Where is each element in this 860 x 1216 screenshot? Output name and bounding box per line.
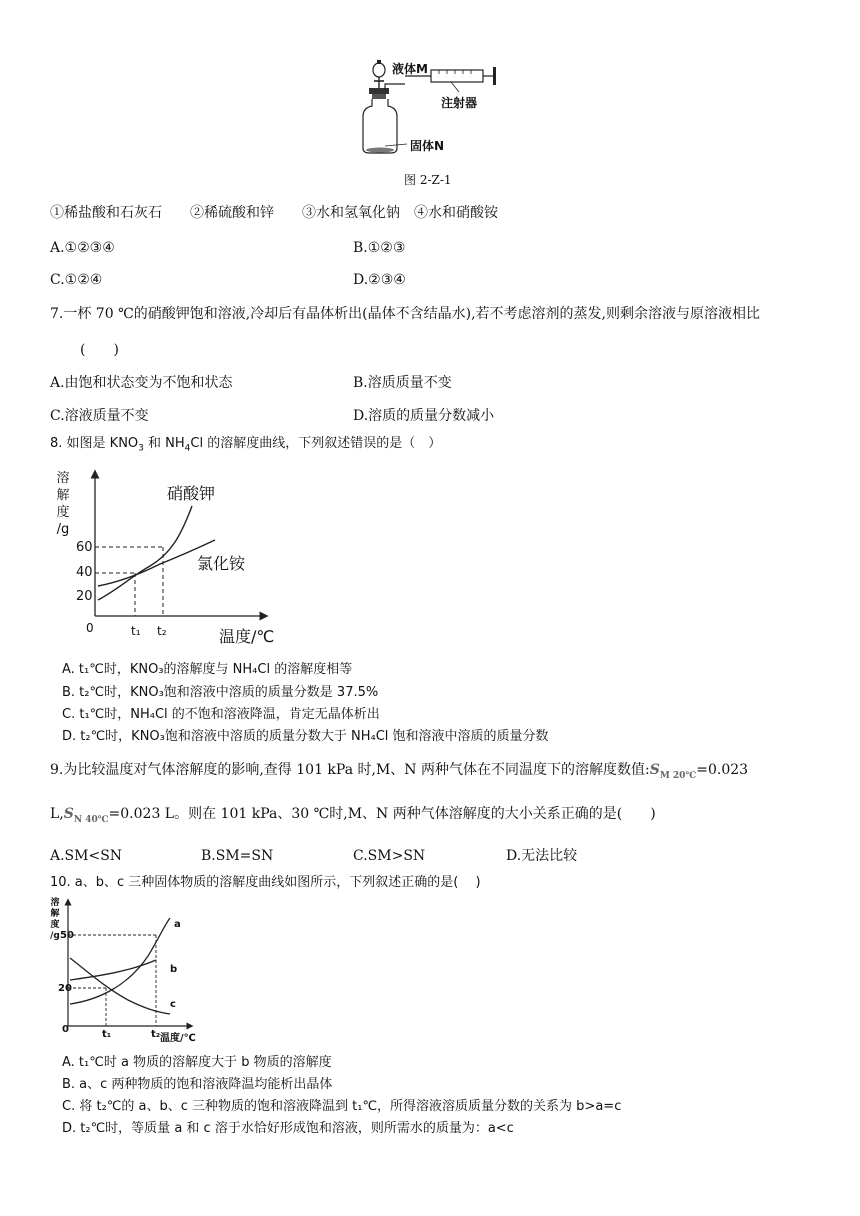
- q6-options-line: ①稀盐酸和石灰石 ②稀硫酸和锌 ③水和氢氧化钠 ④水和硝酸铵: [50, 205, 498, 221]
- q7-choice-c: C.溶液质量不变: [50, 408, 149, 424]
- q10-stem: 10. a、b、c 三种固体物质的溶解度曲线如图所示，下列叙述正确的是( ): [50, 875, 481, 890]
- figure-caption: 图 2-Z-1: [404, 173, 452, 187]
- q9-choice-b: B.SM=SN: [201, 848, 274, 864]
- q10-solubility-chart: [58, 896, 208, 1046]
- q8-choice-a: A. t₁℃时，KNO₃的溶解度与 NH₄Cl 的溶解度相等: [62, 662, 353, 677]
- q10-tick-20: 20: [58, 983, 72, 994]
- q8-y-axis-label: 溶 解 度 /g: [56, 471, 70, 537]
- q9-choice-c: C.SM>SN: [353, 848, 426, 864]
- q7-choice-d: D.溶质的质量分数减小: [353, 408, 495, 424]
- q9-stem-line2: $L,S_{N 40℃}=0.023$ L。则在 101 kPa、30 ℃时,M、N 两种气体溶解度的大小关系正确的是( ): [50, 806, 656, 825]
- q9-choice-a: A.SM<SN: [50, 848, 123, 864]
- q8-stem: 8. 如图是 $KNO_3$ 和 $NH_4Cl$ 的溶解度曲线，下列叙述错误的是（ ）: [50, 436, 442, 454]
- q6-choice-d: D.②③④: [353, 272, 406, 288]
- q7-stem: 7.一杯 70 ℃的硝酸钾饱和溶液,冷却后有晶体析出(晶体不含结晶水),若不考虑溶剂的蒸发,则剩余溶液与原溶液相比: [50, 306, 761, 322]
- q8-tick-60: 60: [76, 540, 93, 555]
- q10-y-axis-label: 溶 解 度 /g: [50, 898, 60, 941]
- q10-choice-b: B. a、c 两种物质的饱和溶液降温均能析出晶体: [62, 1077, 333, 1092]
- q6-choice-b: B.①②③: [353, 240, 406, 256]
- q8-choice-d: D. t₂℃时，KNO₃饱和溶液中溶质的质量分数大于 NH₄Cl 饱和溶液中溶质的质量分数: [62, 729, 549, 744]
- q6-choice-a: A.①②③④: [50, 240, 115, 256]
- q8-choice-b: B. t₂℃时，KNO₃饱和溶液中溶质的质量分数是 37.5%: [62, 685, 379, 700]
- q10-series-label-b: b: [170, 964, 178, 975]
- q8-series-label-kno3: 硝酸钾: [167, 484, 216, 503]
- q10-series-label-c: c: [170, 999, 176, 1010]
- q10-choice-a: A. t₁℃时 a 物质的溶解度大于 b 物质的溶解度: [62, 1055, 332, 1070]
- q10-x-axis-label: 温度/℃: [160, 1033, 196, 1044]
- q10-choice-c: C. 将 t₂℃的 a、b、c 三种物质的饱和溶液降温到 t₁℃，所得溶液溶质质量分数的关系为 b>a=c: [62, 1099, 622, 1114]
- q8-x-axis-label: 温度/℃: [219, 627, 275, 646]
- q8-origin: 0: [86, 621, 94, 635]
- q8-series-label-nh4cl: 氯化铵: [197, 554, 246, 573]
- q9-stem-line1: 9.为比较温度对气体溶解度的影响,查得 101 kPa 时,M、N 两种气体在不同温度下的溶解度数值$:S_{M 20℃}=0.023$: [50, 762, 749, 781]
- q10-origin: 0: [62, 1024, 69, 1035]
- syringe-label: 注射器: [441, 96, 478, 110]
- q6-choice-c: C.①②④: [50, 272, 103, 288]
- q7-choice-a: A.由饱和状态变为不饱和状态: [50, 375, 233, 391]
- q10-tick-t2: t₂: [151, 1029, 161, 1040]
- q10-tick-50: 50: [60, 930, 74, 941]
- q7-blank: ( ): [80, 342, 119, 358]
- q10-choice-d: D. t₂℃时，等质量 a 和 c 溶于水恰好形成饱和溶液，则所需水的质量为：a<c: [62, 1121, 514, 1136]
- q8-choice-c: C. t₁℃时，NH₄Cl 的不饱和溶液降温，肯定无晶体析出: [62, 707, 380, 722]
- solid-label: 固体N: [410, 139, 445, 153]
- q8-tick-t1: t₁: [131, 624, 141, 638]
- q10-series-label-a: a: [174, 919, 181, 930]
- liquid-label: 液体M: [392, 62, 428, 76]
- q8-tick-40: 40: [76, 565, 93, 580]
- q10-tick-t1: t₁: [102, 1029, 112, 1040]
- q8-tick-t2: t₂: [157, 624, 167, 638]
- q9-choice-d: D.无法比较: [506, 848, 578, 864]
- q8-tick-20: 20: [76, 589, 93, 604]
- q7-choice-b: B.溶质质量不变: [353, 375, 452, 391]
